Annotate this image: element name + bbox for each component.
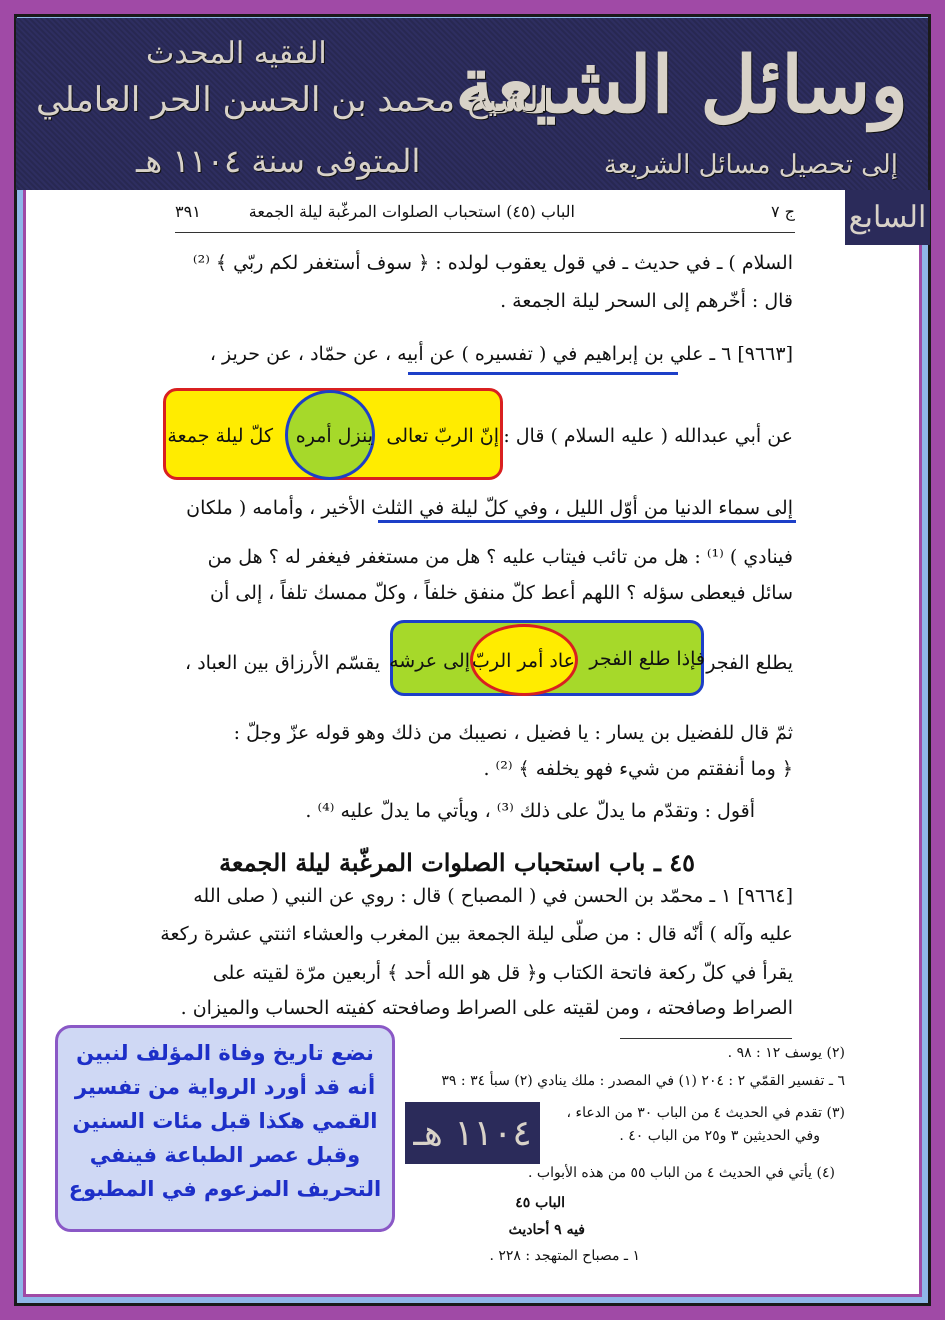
author-name: الشيخ محمد بن الحسن الحر العاملي	[36, 80, 549, 120]
text-line: فينادي ) ⁽¹⁾ : هل من تائب فيتاب عليه ؟ هل من مستغفر فيغفر له ؟ هل من	[207, 546, 793, 568]
note-line: أنه قد أورد الرواية من تفسير	[74, 1075, 376, 1099]
underline-mark	[378, 520, 796, 523]
note-line: التحريف المزعوم في المطبوع	[68, 1177, 382, 1201]
header-page-number: ٣٩١	[175, 202, 201, 221]
text-line: ﴿ وما أنفقتم من شيء فهو يخلفه ﴾ ⁽²⁾ .	[483, 758, 793, 780]
section-title: ٤٥ ـ باب استحباب الصلوات المرغّبة ليلة الجمعة	[219, 848, 695, 877]
header-chapter: الباب (٤٥) استحباب الصلوات المرغّبة ليلة الجمعة	[248, 202, 575, 221]
text-line: سائل فيعطى سؤله ؟ اللهم أعط كلّ منفق خلفاً ، وكلّ ممسك تلفاً ، إلى أن	[210, 582, 793, 604]
footnote: (٢) يوسف ١٢ : ٩٨ .	[727, 1045, 845, 1061]
text-line: يقرأ في كلّ ركعة فاتحة الكتاب و﴿ قل هو الله أحد ﴾ أربعين مرّة لقيته على	[212, 962, 793, 984]
note-line: نضع تاريخ وفاة المؤلف لنبين	[76, 1041, 374, 1065]
text-line: ثمّ قال للفضيل بن يسار : يا فضيل ، نصيبك من ذلك وهو قوله عزّ وجلّ :	[233, 722, 793, 744]
note-line: وقبل عصر الطباعة فينفي	[89, 1143, 361, 1167]
header-volume: ج ٧	[770, 202, 795, 221]
book-cover-banner	[16, 18, 928, 190]
text-line: يطلع الفجر	[706, 652, 793, 674]
text-line: أقول : وتقدّم ما يدلّ على ذلك ⁽³⁾ ، ويأتي ما يدلّ عليه ⁽⁴⁾ .	[305, 800, 755, 822]
volume-label: السابع	[845, 190, 930, 245]
footnote: ٦ ـ تفسير القمّي ٢ : ٢٠٤ (١) في المصدر : ملك ينادي (٢) سبأ ٣٤ : ٣٩	[441, 1073, 845, 1089]
footnote-hadith-count: فيه ٩ أحاديث	[508, 1222, 585, 1238]
text-line: عليه وآله ) أنّه قال : من صلّى ليلة الجمعة بين المغرب والعشاء اثنتي عشرة ركعة	[160, 923, 793, 945]
annotation-note	[55, 1025, 395, 1232]
text-line: عن أبي عبدالله ( عليه السلام ) قال :	[503, 425, 793, 447]
text-line: السلام ) ـ في حديث ـ في قول يعقوب لولده : ﴿ سوف أستغفر لكم ربّي ﴾ ⁽²⁾	[192, 252, 793, 274]
highlight-text: كلّ ليلة جمعة	[167, 425, 273, 447]
header-rule	[175, 232, 795, 233]
note-line: القمي هكذا قبل مئات السنين	[72, 1109, 378, 1133]
footnote: وفي الحديثين ٣ و٢٥ من الباب ٤٠ .	[619, 1128, 820, 1144]
underline-mark	[408, 372, 678, 375]
text-line: يقسّم الأرزاق بين العباد ،	[185, 652, 380, 674]
book-title: وسائل الشيعة	[455, 40, 908, 131]
text-line: [٩٦٦٤] ١ ـ محمّد بن الحسن في ( المصباح ) قال : روي عن النبي ( صلى الله	[193, 885, 793, 907]
text-line: [٩٦٦٣] ٦ ـ علي بن إبراهيم في ( تفسيره ) عن أبيه ، عن حمّاد ، عن حريز ،	[209, 343, 793, 365]
highlight-text: إنّ الربّ تعالى	[386, 425, 499, 447]
highlight-circle-text: عاد أمر الربّ	[471, 650, 575, 672]
text-line: إلى سماء الدنيا من أوّل الليل ، وفي كلّ ليلة في الثلث الأخير ، وأمامه ( ملكان	[186, 497, 793, 519]
author-honorific: الفقيه المحدث	[146, 36, 327, 71]
highlight-text: فإذا طلع الفجر	[589, 648, 705, 670]
highlight-text: إلى عرشه	[389, 650, 470, 672]
death-date-stamp: ١١٠٤ هـ	[405, 1102, 540, 1164]
footnote-rule	[620, 1038, 792, 1039]
text-line: قال : أخّرهم إلى السحر ليلة الجمعة .	[500, 290, 793, 312]
book-subtitle: إلى تحصيل مسائل الشريعة	[603, 150, 898, 180]
highlight-circle-text: ينزل أمره	[295, 425, 373, 447]
footnote-chapter: الباب ٤٥	[515, 1195, 565, 1211]
author-death-date: المتوفى سنة ١١٠٤ هـ	[136, 142, 421, 180]
running-header	[175, 200, 795, 230]
footnote: ١ ـ مصباح المتهجد : ٢٢٨ .	[489, 1248, 640, 1264]
footnote: (٣) تقدم في الحديث ٤ من الباب ٣٠ من الدعاء ،	[566, 1105, 845, 1121]
footnote: (٤) يأتي في الحديث ٤ من الباب ٥٥ من هذه الأبواب .	[527, 1165, 835, 1181]
text-line: الصراط وصافحته ، ومن لقيته على الصراط وصافحته كفيته الحساب والميزان .	[180, 997, 793, 1019]
